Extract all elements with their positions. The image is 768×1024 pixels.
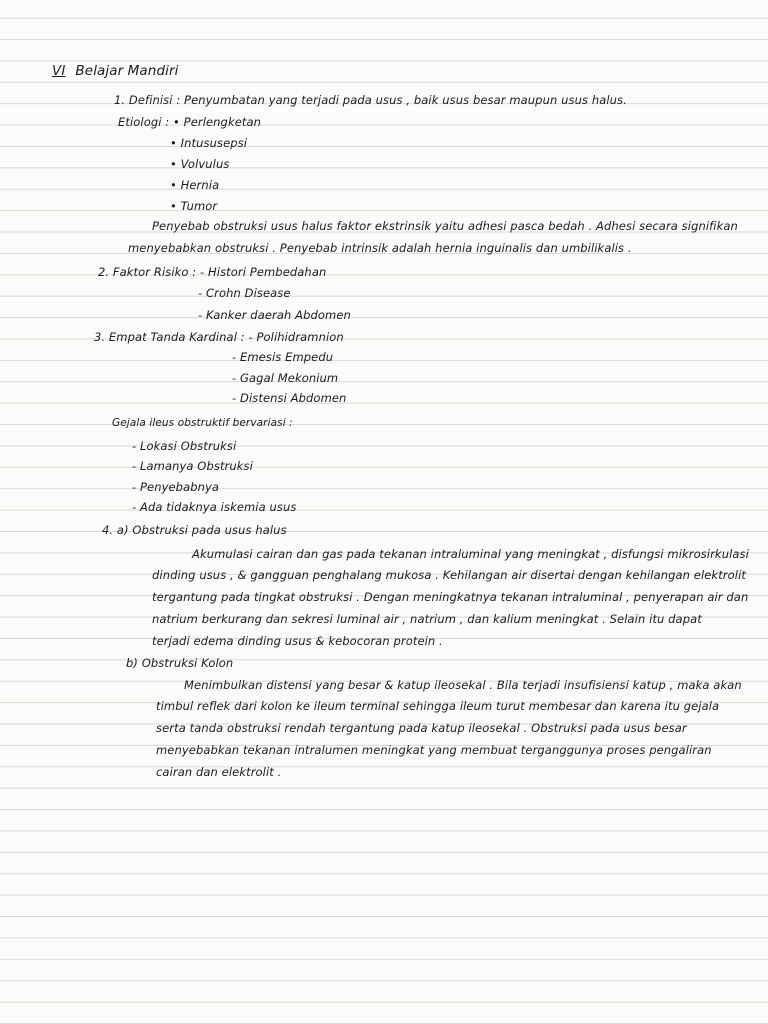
note-line: Akumulasi cairan dan gas pada tekanan intraluminal yang meningkat , disfungsi mikrosirkulasi	[192, 547, 749, 561]
note-line: natrium berkurang dan sekresi luminal air , natrium , dan kalium meningkat . Selain itu dapat	[152, 612, 702, 626]
note-line: Menimbulkan distensi yang besar & katup ileosekal . Bila terjadi insufisiensi katup , maka akan	[184, 678, 742, 692]
note-line: menyebabkan tekanan intralumen meningkat yang membuat terganggunya proses pengaliran	[156, 743, 712, 757]
section-heading	[52, 64, 178, 78]
note-line: serta tanda obstruksi rendah tergantung pada katup ileosekal . Obstruksi pada usus besar	[156, 721, 687, 735]
note-line: Gejala ileus obstruktif bervariasi :	[112, 417, 293, 429]
note-line: - Distensi Abdomen	[232, 391, 347, 405]
note-line: cairan dan elektrolit .	[156, 765, 282, 779]
note-line: 4. a) Obstruksi pada usus halus	[102, 523, 287, 537]
note-line: - Penyebabnya	[132, 480, 220, 494]
section-number: VI	[52, 63, 66, 79]
note-line: - Kanker daerah Abdomen	[198, 308, 351, 322]
note-line: dinding usus , & gangguan penghalang mukosa . Kehilangan air disertai dengan kehilangan elektrolit	[152, 568, 746, 582]
note-line: menyebabkan obstruksi . Penyebab intrinsik adalah hernia inguinalis dan umbilikalis .	[128, 241, 632, 255]
note-line: timbul reflek dari kolon ke ileum terminal sehingga ileum turut membesar dan karena itu gejala	[156, 699, 720, 713]
note-line: 1. Definisi : Penyumbatan yang terjadi pada usus , baik usus besar maupun usus halus.	[114, 93, 627, 107]
note-line: • Hernia	[170, 178, 220, 192]
note-line: 2. Faktor Risiko : - Histori Pembedahan	[98, 265, 327, 279]
note-line: Etiologi : • Perlengketan	[118, 115, 262, 129]
note-line: • Tumor	[170, 199, 218, 213]
note-line: 3. Empat Tanda Kardinal : - Polihidramnion	[94, 330, 344, 344]
note-line: b) Obstruksi Kolon	[126, 656, 234, 670]
note-line: - Lamanya Obstruksi	[132, 459, 253, 473]
note-line: - Crohn Disease	[198, 286, 291, 300]
note-line: • Volvulus	[170, 157, 230, 171]
note-line: Penyebab obstruksi usus halus faktor ekstrinsik yaitu adhesi pasca bedah . Adhesi secara signifikan	[152, 219, 738, 233]
note-line: • Intususepsi	[170, 136, 248, 150]
section-title: Belajar Mandiri	[75, 63, 179, 79]
note-line: tergantung pada tingkat obstruksi . Dengan meningkatnya tekanan intraluminal , penyerapan air dan	[152, 590, 749, 604]
note-line: - Ada tidaknya iskemia usus	[132, 500, 297, 514]
note-line: terjadi edema dinding usus & kebocoran protein .	[152, 634, 443, 648]
note-line: - Gagal Mekonium	[232, 371, 339, 385]
note-line: - Lokasi Obstruksi	[132, 439, 237, 453]
note-line: - Emesis Empedu	[232, 350, 334, 364]
